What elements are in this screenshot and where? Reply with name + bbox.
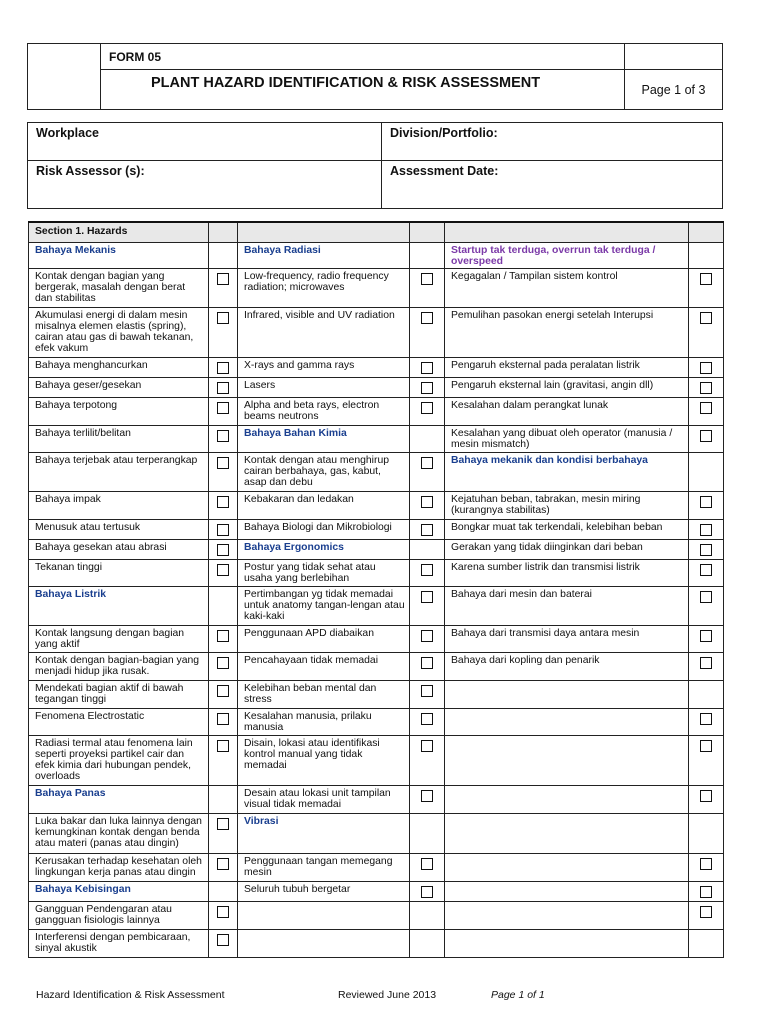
- checkbox-cell: [410, 785, 445, 813]
- hazard-checkbox[interactable]: [421, 524, 433, 536]
- checkbox-cell: [689, 901, 724, 929]
- checkbox-cell: [410, 425, 445, 452]
- empty-cell: [445, 901, 689, 929]
- hazard-row: [29, 708, 724, 735]
- checkbox-cell: [209, 377, 238, 397]
- hazard-item-label: Bahaya terpotong: [29, 397, 209, 425]
- checkbox-cell: [689, 377, 724, 397]
- hazard-checkbox[interactable]: [421, 402, 433, 414]
- hazard-category-label: Bahaya Bahan Kimia: [238, 425, 410, 452]
- hazard-checkbox[interactable]: [217, 906, 229, 918]
- hazard-item-label: Desain atau lokasi unit tampilan visual tidak memadai: [238, 785, 410, 813]
- checkbox-cell: [209, 881, 238, 901]
- hazard-checkbox[interactable]: [421, 457, 433, 469]
- page-indicator: Page 1 of 3: [625, 70, 723, 110]
- hazard-checkbox[interactable]: [421, 496, 433, 508]
- hazard-checkbox[interactable]: [700, 430, 712, 442]
- checkbox-cell: [689, 268, 724, 307]
- section-header-cell: [689, 222, 724, 242]
- empty-cell: [445, 708, 689, 735]
- risk-assessor-field[interactable]: Risk Assessor (s):: [28, 161, 382, 209]
- checkbox-cell: [209, 425, 238, 452]
- hazard-item-label: Karena sumber listrik dan transmisi listrik: [445, 559, 689, 586]
- checkbox-cell: [689, 735, 724, 785]
- hazard-checkbox[interactable]: [421, 312, 433, 324]
- hazard-checkbox[interactable]: [421, 564, 433, 576]
- checkbox-cell: [689, 425, 724, 452]
- checkbox-cell: [410, 929, 445, 957]
- hazard-checkbox[interactable]: [217, 382, 229, 394]
- hazard-item-label: Kebakaran dan ledakan: [238, 491, 410, 519]
- hazard-item-label: Bahaya menghancurkan: [29, 357, 209, 377]
- hazard-item-label: Pencahayaan tidak memadai: [238, 652, 410, 680]
- hazard-checkbox[interactable]: [217, 740, 229, 752]
- hazard-checkbox[interactable]: [700, 273, 712, 285]
- hazard-checkbox[interactable]: [700, 906, 712, 918]
- hazard-item-label: Radiasi termal atau fenomena lain seperti proyeksi partikel cair dan efek kimia dari hubungan pendek, overloads: [29, 735, 209, 785]
- checkbox-cell: [689, 491, 724, 519]
- empty-cell: [445, 680, 689, 708]
- checkbox-cell: [689, 625, 724, 652]
- checkbox-cell: [410, 881, 445, 901]
- form-header: [27, 43, 723, 110]
- hazard-checkbox[interactable]: [700, 740, 712, 752]
- checkbox-cell: [209, 735, 238, 785]
- checkbox-cell: [689, 559, 724, 586]
- hazard-item-label: Bahaya gesekan atau abrasi: [29, 539, 209, 559]
- hazard-checkbox[interactable]: [700, 564, 712, 576]
- empty-cell: [445, 813, 689, 853]
- checkbox-cell: [209, 929, 238, 957]
- hazard-checkbox[interactable]: [421, 591, 433, 603]
- checkbox-cell: [209, 357, 238, 377]
- hazard-item-label: Kesalahan yang dibuat oleh operator (manusia / mesin mismatch): [445, 425, 689, 452]
- empty-cell: [445, 785, 689, 813]
- checkbox-cell: [209, 680, 238, 708]
- hazard-row: [29, 929, 724, 957]
- hazard-checkbox[interactable]: [700, 544, 712, 556]
- hazard-checkbox[interactable]: [700, 362, 712, 374]
- footer-review-date: Reviewed June 2013: [338, 989, 437, 1001]
- checkbox-cell: [689, 813, 724, 853]
- hazard-item-label: Kontak dengan atau menghirup cairan berbahaya, gas, kabut, asap dan debu: [238, 452, 410, 491]
- hazard-row: [29, 586, 724, 625]
- hazard-item-label: Luka bakar dan luka lainnya dengan kemungkinan kontak dengan benda atau materi (panas atau dingin): [29, 813, 209, 853]
- hazard-item-label: Gerakan yang tidak diinginkan dari beban: [445, 539, 689, 559]
- hazard-item-label: Kesalahan dalam perangkat lunak: [445, 397, 689, 425]
- hazard-item-label: Kesalahan manusia, prilaku manusia: [238, 708, 410, 735]
- checkbox-cell: [209, 539, 238, 559]
- checkbox-cell: [209, 853, 238, 881]
- hazard-item-label: Bahaya Biologi dan Mikrobiologi: [238, 519, 410, 539]
- hazard-row: [29, 785, 724, 813]
- checkbox-cell: [689, 652, 724, 680]
- checkbox-cell: [209, 708, 238, 735]
- checkbox-cell: [689, 307, 724, 357]
- hazard-checkbox[interactable]: [217, 544, 229, 556]
- hazard-category-label: Startup tak terduga, overrun tak terduga / overspeed: [445, 242, 689, 268]
- hazard-item-label: Pertimbangan yg tidak memadai untuk anatomy tangan-lengan atau kaki-kaki: [238, 586, 410, 625]
- hazard-row: [29, 268, 724, 307]
- hazard-item-label: Mendekati bagian aktif di bawah tegangan tinggi: [29, 680, 209, 708]
- checkbox-cell: [410, 357, 445, 377]
- checkbox-cell: [689, 929, 724, 957]
- hazard-checkbox[interactable]: [217, 273, 229, 285]
- checkbox-cell: [209, 452, 238, 491]
- footer-document-name: Hazard Identification & Risk Assessment: [36, 989, 225, 1001]
- empty-cell: [238, 901, 410, 929]
- checkbox-cell: [410, 519, 445, 539]
- hazard-row: [29, 881, 724, 901]
- checkbox-cell: [689, 242, 724, 268]
- checkbox-cell: [209, 625, 238, 652]
- empty-cell: [238, 929, 410, 957]
- assessment-info: [27, 122, 723, 209]
- hazard-checkbox[interactable]: [217, 402, 229, 414]
- hazard-row: [29, 425, 724, 452]
- hazard-item-label: Lasers: [238, 377, 410, 397]
- checkbox-cell: [209, 519, 238, 539]
- checkbox-cell: [689, 881, 724, 901]
- checkbox-cell: [410, 680, 445, 708]
- checkbox-cell: [410, 625, 445, 652]
- checkbox-cell: [209, 901, 238, 929]
- hazard-item-label: Pemulihan pasokan energi setelah Interupsi: [445, 307, 689, 357]
- hazard-checkbox[interactable]: [700, 496, 712, 508]
- checkbox-cell: [689, 785, 724, 813]
- hazard-checkbox[interactable]: [421, 740, 433, 752]
- hazard-checkbox[interactable]: [700, 858, 712, 870]
- hazard-checkbox[interactable]: [421, 362, 433, 374]
- hazard-category-label: Bahaya Radiasi: [238, 242, 410, 268]
- hazard-item-label: Tekanan tinggi: [29, 559, 209, 586]
- hazard-item-label: Bongkar muat tak terkendali, kelebihan beban: [445, 519, 689, 539]
- hazard-item-label: Bahaya dari mesin dan baterai: [445, 586, 689, 625]
- hazard-item-label: Alpha and beta rays, electron beams neutrons: [238, 397, 410, 425]
- hazard-item-label: Seluruh tubuh bergetar: [238, 881, 410, 901]
- hazard-item-label: Menusuk atau tertusuk: [29, 519, 209, 539]
- checkbox-cell: [410, 735, 445, 785]
- hazard-checkbox[interactable]: [217, 312, 229, 324]
- checkbox-cell: [410, 397, 445, 425]
- hazard-checkbox[interactable]: [700, 402, 712, 414]
- logo-cell: [28, 44, 101, 110]
- hazards-table: [28, 221, 724, 958]
- hazard-checkbox[interactable]: [217, 430, 229, 442]
- hazard-row: [29, 242, 724, 268]
- hazard-item-label: Akumulasi energi di dalam mesin misalnya elemen elastis (spring), cairan atau gas di bawah tekanan, efek vakum: [29, 307, 209, 357]
- checkbox-cell: [410, 559, 445, 586]
- checkbox-cell: [209, 491, 238, 519]
- checkbox-cell: [410, 813, 445, 853]
- hazard-row: [29, 397, 724, 425]
- checkbox-cell: [209, 242, 238, 268]
- checkbox-cell: [209, 307, 238, 357]
- hazard-item-label: Bahaya dari transmisi daya antara mesin: [445, 625, 689, 652]
- checkbox-cell: [209, 652, 238, 680]
- hazard-item-label: Kontak dengan bagian yang bergerak, masalah dengan berat dan stabilitas: [29, 268, 209, 307]
- checkbox-cell: [410, 377, 445, 397]
- checkbox-cell: [689, 708, 724, 735]
- hazard-checkbox[interactable]: [217, 818, 229, 830]
- hazard-item-label: Penggunaan APD diabaikan: [238, 625, 410, 652]
- hazard-checkbox[interactable]: [217, 713, 229, 725]
- hazard-category-label: Bahaya Listrik: [29, 586, 209, 625]
- section-header-cell: [238, 222, 410, 242]
- checkbox-cell: [410, 268, 445, 307]
- hazard-row: [29, 357, 724, 377]
- checkbox-cell: [410, 586, 445, 625]
- hazard-checkbox[interactable]: [700, 630, 712, 642]
- hazard-checkbox[interactable]: [700, 382, 712, 394]
- empty-cell: [445, 735, 689, 785]
- hazard-row: [29, 680, 724, 708]
- hazard-checkbox[interactable]: [700, 524, 712, 536]
- hazard-checkbox[interactable]: [700, 657, 712, 669]
- hazard-item-label: Kontak dengan bagian-bagian yang menjadi hidup jika rusak.: [29, 652, 209, 680]
- hazard-item-label: X-rays and gamma rays: [238, 357, 410, 377]
- hazard-checkbox[interactable]: [217, 496, 229, 508]
- hazard-checkbox[interactable]: [421, 886, 433, 898]
- checkbox-cell: [689, 539, 724, 559]
- checkbox-cell: [410, 708, 445, 735]
- hazard-checkbox[interactable]: [700, 886, 712, 898]
- hazard-row: [29, 491, 724, 519]
- hazard-item-label: Pengaruh eksternal pada peralatan listrik: [445, 357, 689, 377]
- hazard-item-label: Disain, lokasi atau identifikasi kontrol manual yang tidak memadai: [238, 735, 410, 785]
- checkbox-cell: [209, 785, 238, 813]
- hazard-checkbox[interactable]: [421, 790, 433, 802]
- hazard-item-label: Pengaruh eksternal lain (gravitasi, angin dll): [445, 377, 689, 397]
- division-field[interactable]: Division/Portfolio:: [382, 123, 723, 161]
- hazard-category-label: Bahaya mekanik dan kondisi berbahaya: [445, 452, 689, 491]
- section-header-cell: [209, 222, 238, 242]
- hazard-item-label: Fenomena Electrostatic: [29, 708, 209, 735]
- checkbox-cell: [410, 242, 445, 268]
- hazard-category-label: Vibrasi: [238, 813, 410, 853]
- hazard-row: [29, 519, 724, 539]
- hazard-checkbox[interactable]: [217, 685, 229, 697]
- checkbox-cell: [410, 452, 445, 491]
- hazard-checkbox[interactable]: [217, 657, 229, 669]
- hazard-checkbox[interactable]: [421, 273, 433, 285]
- hazard-item-label: Kegagalan / Tampilan sistem kontrol: [445, 268, 689, 307]
- hazard-category-label: Bahaya Kebisingan: [29, 881, 209, 901]
- hazard-checkbox[interactable]: [217, 934, 229, 946]
- hazard-row: [29, 813, 724, 853]
- form-title: PLANT HAZARD IDENTIFICATION & RISK ASSESSMENT: [101, 70, 625, 110]
- hazard-checkbox[interactable]: [421, 858, 433, 870]
- hazard-checkbox[interactable]: [700, 713, 712, 725]
- hazard-checkbox[interactable]: [217, 524, 229, 536]
- hazard-item-label: Infrared, visible and UV radiation: [238, 307, 410, 357]
- checkbox-cell: [689, 397, 724, 425]
- hazard-checkbox[interactable]: [217, 362, 229, 374]
- header-corner-cell: [625, 44, 723, 70]
- checkbox-cell: [689, 452, 724, 491]
- hazard-checkbox[interactable]: [217, 858, 229, 870]
- hazard-checkbox[interactable]: [421, 382, 433, 394]
- checkbox-cell: [209, 397, 238, 425]
- empty-cell: [445, 853, 689, 881]
- hazard-checkbox[interactable]: [421, 657, 433, 669]
- hazard-row: [29, 901, 724, 929]
- hazard-row: [29, 377, 724, 397]
- checkbox-cell: [410, 853, 445, 881]
- checkbox-cell: [209, 813, 238, 853]
- checkbox-cell: [410, 901, 445, 929]
- hazard-item-label: Interferensi dengan pembicaraan, sinyal akustik: [29, 929, 209, 957]
- checkbox-cell: [410, 652, 445, 680]
- hazard-row: [29, 307, 724, 357]
- hazard-item-label: Postur yang tidak sehat atau usaha yang berlebihan: [238, 559, 410, 586]
- hazard-checkbox[interactable]: [700, 591, 712, 603]
- footer-page-number: Page 1 of 1: [491, 989, 545, 1001]
- hazard-item-label: Bahaya impak: [29, 491, 209, 519]
- form-number: FORM 05: [101, 44, 625, 70]
- hazard-checkbox[interactable]: [700, 312, 712, 324]
- section-header-row: [29, 222, 724, 242]
- checkbox-cell: [410, 307, 445, 357]
- hazard-row: [29, 539, 724, 559]
- checkbox-cell: [689, 357, 724, 377]
- hazard-row: [29, 559, 724, 586]
- hazard-checkbox[interactable]: [700, 790, 712, 802]
- checkbox-cell: [410, 491, 445, 519]
- hazard-row: [29, 735, 724, 785]
- checkbox-cell: [689, 586, 724, 625]
- checkbox-cell: [689, 519, 724, 539]
- workplace-field[interactable]: Workplace: [28, 123, 382, 161]
- hazard-row: [29, 652, 724, 680]
- hazard-row: [29, 452, 724, 491]
- hazard-item-label: Gangguan Pendengaran atau gangguan fisiologis lainnya: [29, 901, 209, 929]
- checkbox-cell: [209, 268, 238, 307]
- empty-cell: [445, 929, 689, 957]
- section-header-cell: [445, 222, 689, 242]
- hazard-checkbox[interactable]: [421, 713, 433, 725]
- hazard-checkbox[interactable]: [217, 630, 229, 642]
- hazard-item-label: Low-frequency, radio frequency radiation; microwaves: [238, 268, 410, 307]
- hazard-checkbox[interactable]: [421, 685, 433, 697]
- hazard-item-label: Bahaya geser/gesekan: [29, 377, 209, 397]
- checkbox-cell: [689, 680, 724, 708]
- checkbox-cell: [209, 586, 238, 625]
- checkbox-cell: [689, 853, 724, 881]
- hazard-checkbox[interactable]: [217, 457, 229, 469]
- hazard-item-label: Penggunaan tangan memegang mesin: [238, 853, 410, 881]
- checkbox-cell: [209, 559, 238, 586]
- checkbox-cell: [410, 539, 445, 559]
- hazard-row: [29, 625, 724, 652]
- assessment-date-field[interactable]: Assessment Date:: [382, 161, 723, 209]
- hazard-row: [29, 853, 724, 881]
- hazard-checkbox[interactable]: [421, 630, 433, 642]
- hazard-item-label: Kontak langsung dengan bagian yang aktif: [29, 625, 209, 652]
- hazard-category-label: Bahaya Mekanis: [29, 242, 209, 268]
- section-header-cell: [410, 222, 445, 242]
- hazard-item-label: Bahaya dari kopling dan penarik: [445, 652, 689, 680]
- section-title: Section 1. Hazards: [29, 222, 209, 242]
- hazard-item-label: Kelebihan beban mental dan stress: [238, 680, 410, 708]
- hazard-checkbox[interactable]: [217, 564, 229, 576]
- hazard-item-label: Bahaya terlilit/belitan: [29, 425, 209, 452]
- hazard-category-label: Bahaya Ergonomics: [238, 539, 410, 559]
- empty-cell: [445, 881, 689, 901]
- hazard-item-label: Bahaya terjebak atau terperangkap: [29, 452, 209, 491]
- hazard-item-label: Kerusakan terhadap kesehatan oleh lingkungan kerja panas atau dingin: [29, 853, 209, 881]
- hazard-item-label: Kejatuhan beban, tabrakan, mesin miring (kurangnya stabilitas): [445, 491, 689, 519]
- hazard-category-label: Bahaya Panas: [29, 785, 209, 813]
